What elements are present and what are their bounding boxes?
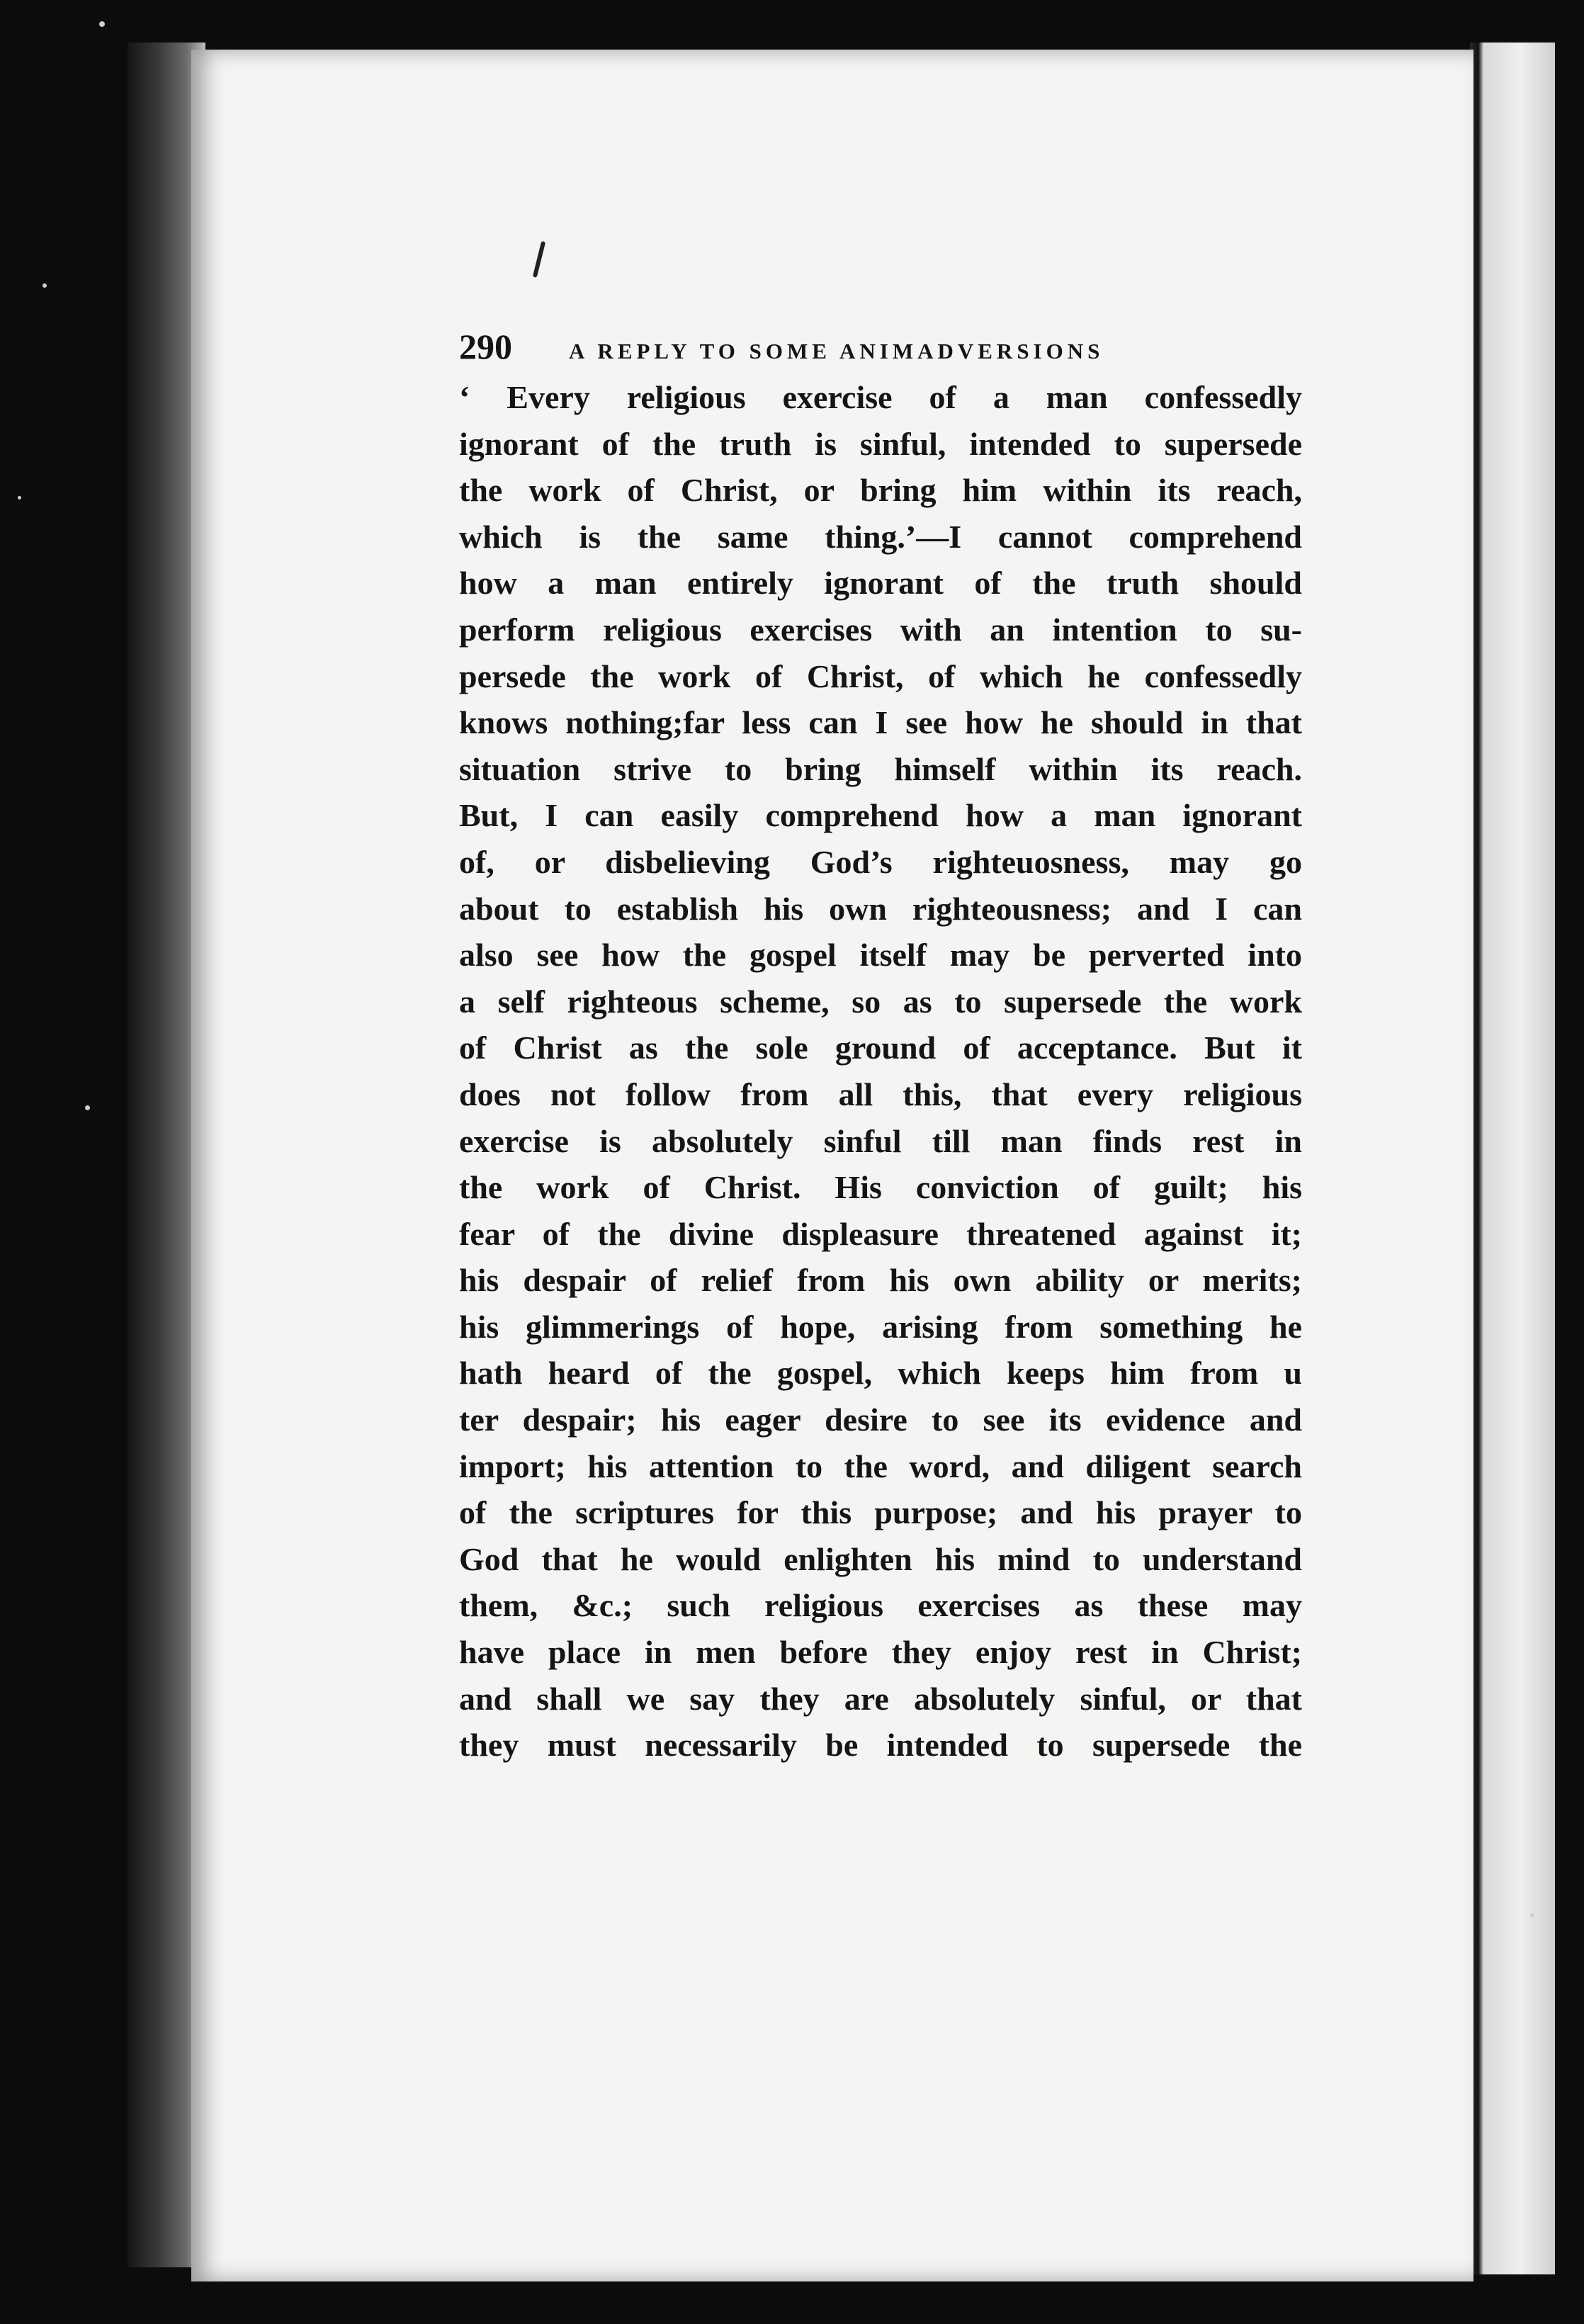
text-line: of, or disbelieving God’s righteuosness, may go [459,843,1302,880]
text-line: import; his attention to the word, and diligent search [459,1448,1302,1484]
body-text [459,374,1302,1769]
text-line: knows nothing;far less can I see how he should in that [459,704,1302,741]
running-title: A REPLY TO SOME ANIMADVERSIONS [569,339,1104,363]
text-line: his despair of relief from his own ability or merits; [459,1262,1302,1299]
running-head [459,326,1203,368]
text-line: But, I can easily comprehend how a man ignorant [459,797,1302,834]
text-line: his glimmerings of hope, arising from something he [459,1308,1302,1345]
text-line: the work of Christ, or bring him within its reach, [459,472,1302,509]
text-line: ‘ Every religious exercise of a man confessedly [459,379,1302,415]
dust-speck [18,496,21,500]
text-line: hath heard of the gospel, which keeps him from u [459,1355,1302,1392]
text-line: them, &c.; such religious exercises as these may [459,1587,1302,1624]
text-line: God that he would enlighten his mind to understand [459,1540,1302,1577]
text-line: perform religious exercises with an intention to su- [459,611,1302,648]
text-line: of Christ as the sole ground of acceptance. But it [459,1030,1302,1066]
text-line: about to establish his own righteousness; and I can [459,890,1302,927]
text-line: exercise is absolutely sinful till man finds rest in [459,1122,1302,1159]
text-line: does not follow from all this, that every religious [459,1076,1302,1112]
dust-speck [43,283,47,288]
dust-speck [85,1105,90,1110]
text-line: situation strive to bring himself within its reach. [459,750,1302,787]
text-line: fear of the divine displeasure threatened against it; [459,1215,1302,1252]
adjacent-page-edge [1470,43,1555,2274]
text-line: also see how the gospel itself may be perverted into [459,937,1302,974]
dust-speck [1530,1913,1534,1917]
text-line: how a man entirely ignorant of the truth should [459,565,1302,602]
text-line: have place in men before they enjoy rest in Christ; [459,1634,1302,1671]
dust-speck [99,21,105,27]
text-line: of the scriptures for this purpose; and his prayer to [459,1494,1302,1531]
text-line: and shall we say they are absolutely sinful, or that [459,1680,1302,1717]
text-line: ignorant of the truth is sinful, intended to supersede [459,425,1302,462]
text-line: they must necessarily be intended to supersede the [459,1727,1302,1764]
text-line: a self righteous scheme, so as to supersede the work [459,983,1302,1020]
text-line: the work of Christ. His conviction of guilt; his [459,1169,1302,1206]
text-line: ter despair; his eager desire to see its evidence and [459,1401,1302,1438]
text-line: which is the same thing.’—I cannot comprehend [459,518,1302,555]
page-number: 290 [459,327,512,366]
text-line: persede the work of Christ, of which he confessedly [459,658,1302,694]
